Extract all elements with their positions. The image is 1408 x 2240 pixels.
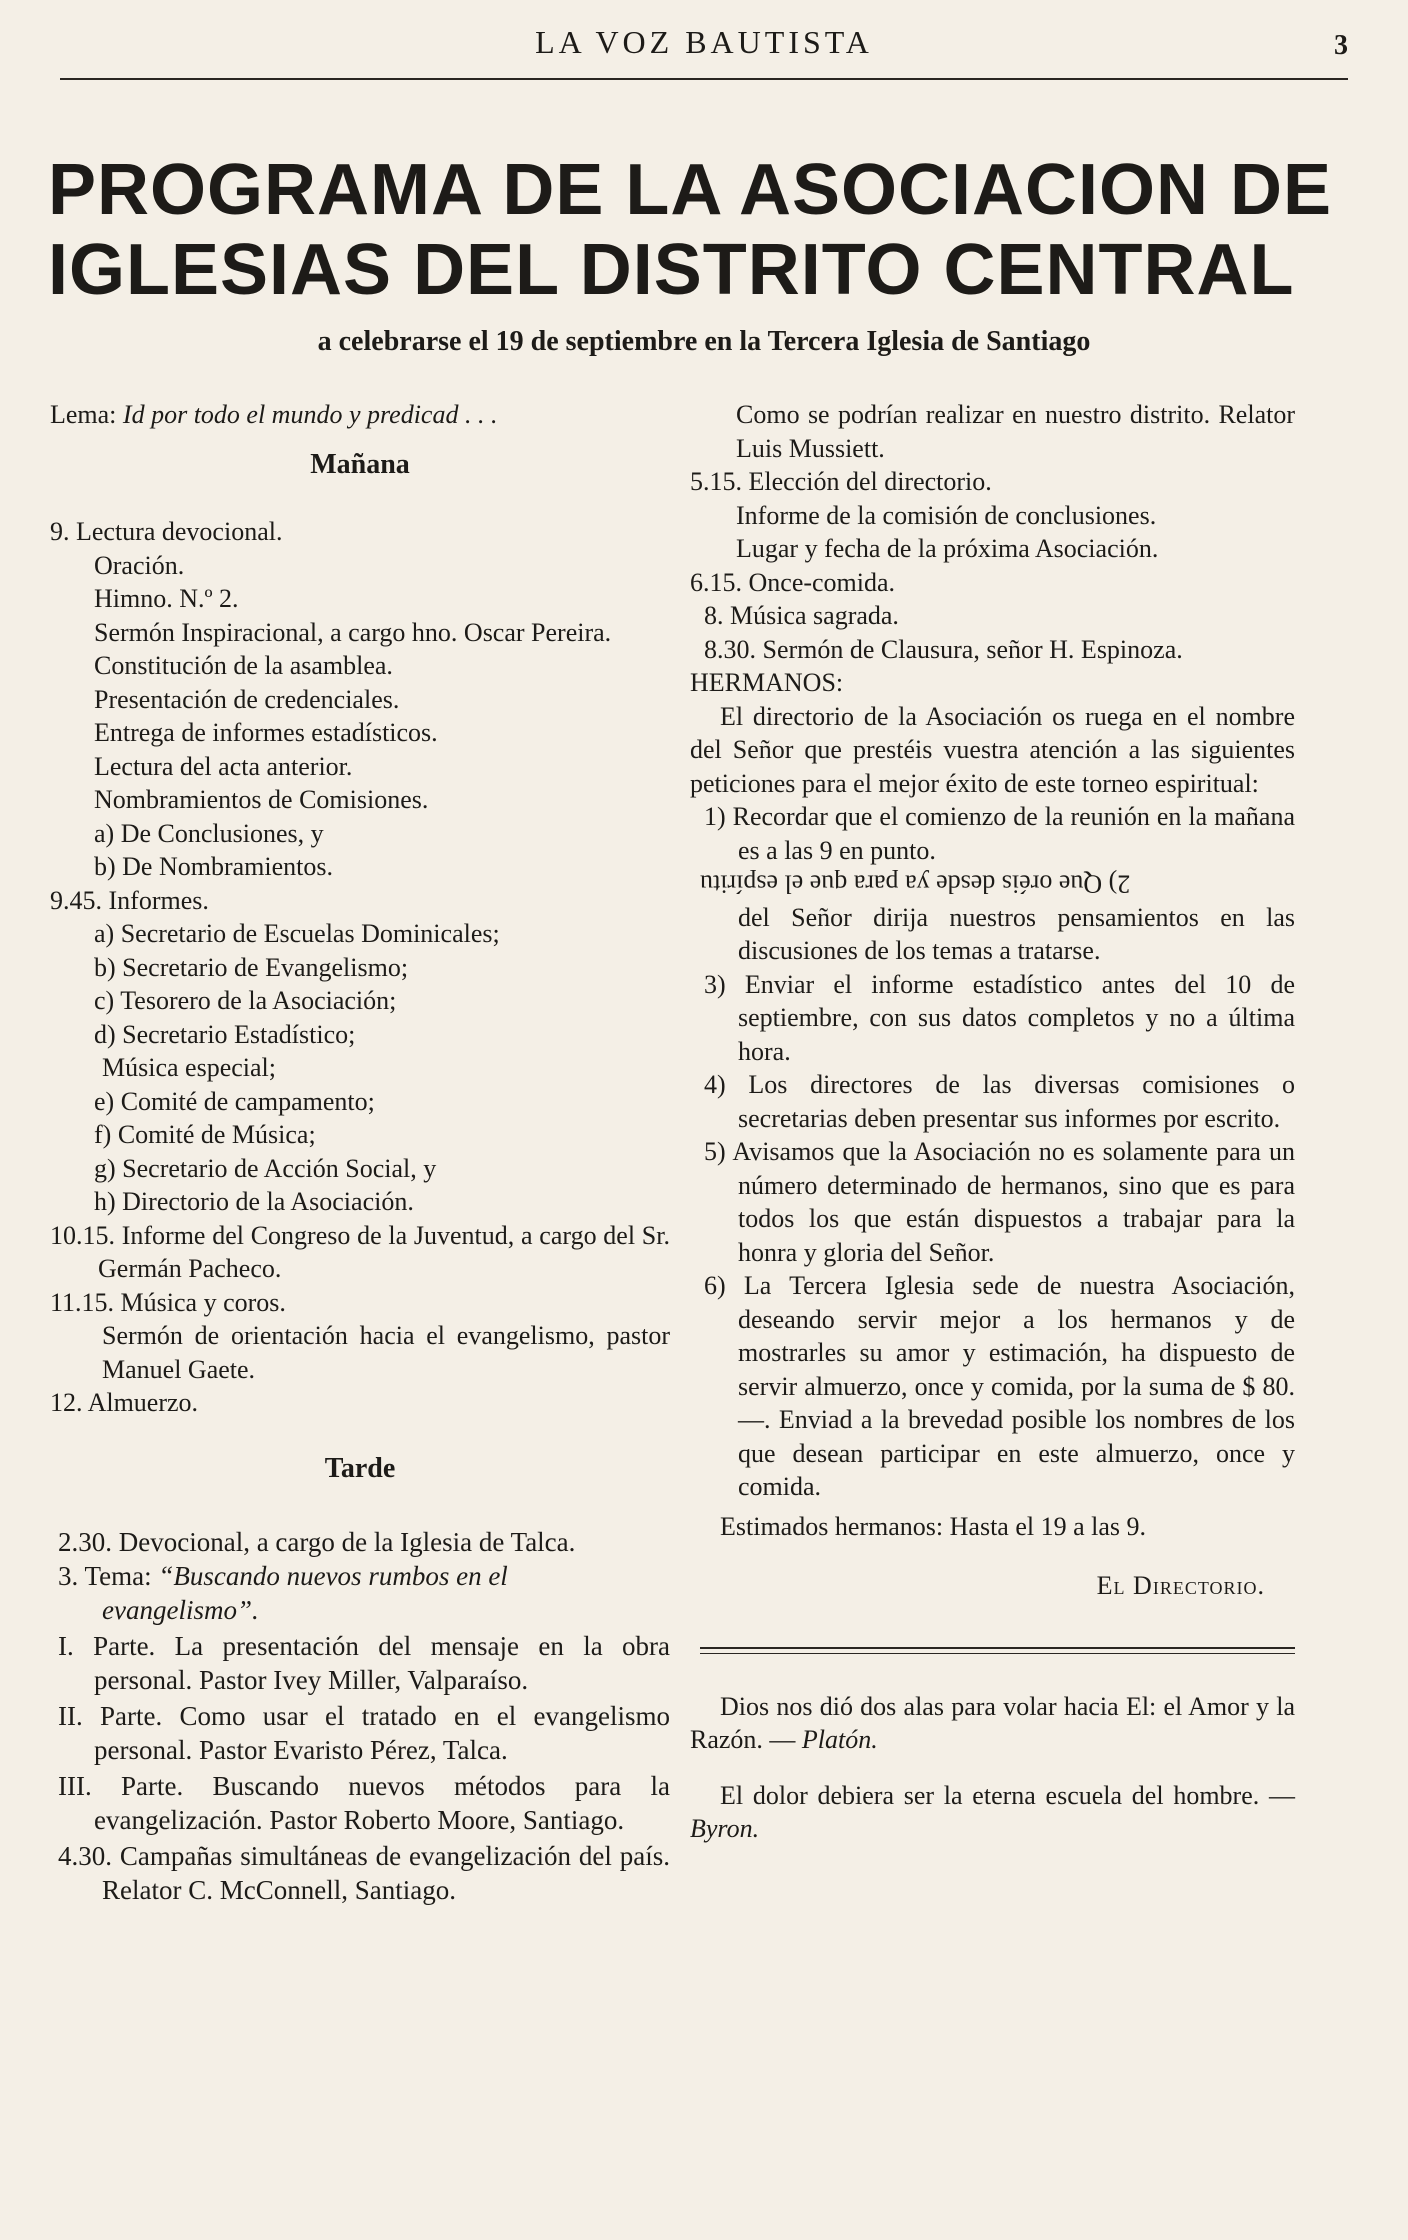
closing-line: Estimados hermanos: Hasta el 19 a las 9. [720,1511,1147,1541]
program-line: f) Comité de Música; [94,1120,316,1149]
program-line: 9. Lectura devocional. [50,517,283,546]
headline-line-2: IGLESIAS DEL DISTRITO CENTRAL [48,230,1295,310]
program-line: 5.15. Elección del directorio. [690,467,992,496]
program-line: 8. Música sagrada. [704,601,899,630]
program-line: Sermón Inspiracional, a cargo hno. Oscar Pereira. [94,617,612,647]
program-line: I. Parte. La presentación del mensaje en la obra personal. Pastor Ivey Miller, Valparaíso. [58,1631,670,1695]
program-line: 12. Almuerzo. [50,1388,199,1417]
program-line: Entrega de informes estadísticos. [94,718,438,747]
program-line: b) De Nombramientos. [94,852,334,881]
program-line: III. Parte. Buscando nuevos métodos para la evangelización. Pastor Roberto Moore, Santiago. [58,1771,670,1835]
program-line: d) Secretario Estadístico; [94,1019,356,1049]
page-number: 3 [1334,30,1348,61]
quote-author: Platón. [801,1725,878,1754]
lema [50,398,670,432]
publication-title: LA VOZ BAUTISTA [535,24,873,60]
program-line: 10.15. Informe del Congreso de la Juventud, a cargo del Sr. Germán Pacheco. [50,1220,670,1283]
article-subtitle: a celebrarse el 19 de septiembre en la Tercera Iglesia de Santiago [317,326,1091,357]
tema-label: 3. Tema: [58,1561,152,1591]
program-line: Música especial; [102,1053,276,1082]
lema-label: Lema: [50,400,117,429]
divider-rule [700,1647,1295,1649]
program-line: Lugar y fecha de la próxima Asociación. [736,534,1159,563]
program-line: h) Directorio de la Asociación. [94,1187,414,1216]
article-headline [48,150,1368,310]
quote-text: Dios nos dió dos alas para volar hacia El: el Amor y la Razón. — [690,1691,1295,1754]
peticion-item: 3) Enviar el informe estadístico antes del 10 de septiembre, con sus datos completos y no a última hora. [704,969,1295,1066]
program-line: e) Comité de campamento; [94,1086,375,1116]
program-line: 11.15. Música y coros. [50,1287,286,1317]
program-line: Nombramientos de Comisiones. [94,785,429,814]
program-line: Como se podrían realizar en nuestro distrito. Relator Luis Mussiett. [736,400,1295,463]
left-column [50,398,670,1907]
quote-author: Byron. [690,1814,760,1843]
peticion-item: 4) Los directores de las diversas comisiones o secretarias deben presentar sus informes por escrito. [704,1070,1295,1133]
right-column [690,398,1295,1846]
program-line: 9.45. Informes. [50,885,209,915]
program-line: b) Secretario de Evangelismo; [94,952,409,982]
program-line: a) Secretario de Escuelas Dominicales; [94,919,500,948]
peticion-item: 6) La Tercera Iglesia sede de nuestra Asociación, deseando servir mejor a los hermanos y de mostrarles su amor y estimación, ha dispuesto de servir almuerzo, once y comida, por la suma de $ 80.—. Enviad a la brevedad posible los nombres de los que desean participar en este almuerzo, once y comida. [704,1271,1295,1501]
peticion-item-inverted [690,867,1295,901]
manana-program [50,515,670,1420]
divider-rule-thin [700,1653,1295,1654]
hermanos-title: HERMANOS: [690,668,844,697]
peticion-item: 1) Recordar que el comienzo de la reunión en la mañana es a las 9 en punto. [704,802,1295,865]
section-title-manana: Mañana [310,448,410,480]
program-line: 2.30. Devocional, a cargo de la Iglesia de Talca. [58,1527,576,1557]
headline-line-1: PROGRAMA DE LA ASOCIACION DE [48,150,1333,230]
inverted-line: 2) Que oréis desde ya para que el espíritu [700,869,1131,899]
program-line: Oración. [94,550,185,580]
signature: El Directorio. [1096,1571,1265,1600]
quote-platon [690,1690,1295,1757]
program-line: Presentación de credenciales. [94,684,400,714]
tarde-program [50,1525,670,1907]
quote-text: El dolor debiera ser la eterna escuela del hombre. — [720,1780,1295,1810]
program-line: Constitución de la asamblea. [94,651,393,680]
program-line: Informe de la comisión de conclusiones. [736,500,1157,530]
program-line: 8.30. Sermón de Clausura, señor H. Espinoza. [704,634,1183,664]
program-line: Himno. N.º 2. [94,584,239,613]
program-line: g) Secretario de Acción Social, y [94,1153,437,1183]
program-line: c) Tesorero de la Asociación; [94,986,397,1015]
program-line: Sermón de orientación hacia el evangelismo, pastor Manuel Gaete. [102,1321,670,1384]
running-header [60,18,1348,80]
peticion-item: del Señor dirija nuestros pensamientos en las discusiones de los temas a tratarse. [738,902,1295,965]
program-line: 6.15. Once-comida. [690,567,896,597]
quote-byron [690,1779,1295,1846]
tema-title: “Buscando nuevos rumbos en el evangelismo”. [102,1561,508,1625]
program-line: 4.30. Campañas simultáneas de evangelización del país. Relator C. McConnell, Santiago. [58,1841,670,1905]
program-line [50,1559,670,1627]
program-line: Lectura del acta anterior. [94,751,353,781]
program-line: a) De Conclusiones, y [94,818,324,848]
lema-text: Id por todo el mundo y predicad . . . [122,400,498,429]
section-title-tarde: Tarde [324,1452,396,1484]
program-line: II. Parte. Como usar el tratado en el evangelismo personal. Pastor Evaristo Pérez, Talca. [58,1701,670,1765]
peticion-item: 5) Avisamos que la Asociación no es solamente para un número determinado de hermanos, sino que es para todos los que están dispuestos a trabajar para la honra y gloria del Señor. [704,1137,1295,1267]
hermanos-intro: El directorio de la Asociación os ruega en el nombre del Señor que prestéis vuestra atención a las siguientes peticiones para el mejor éxito de este torneo espiritual: [690,701,1295,798]
